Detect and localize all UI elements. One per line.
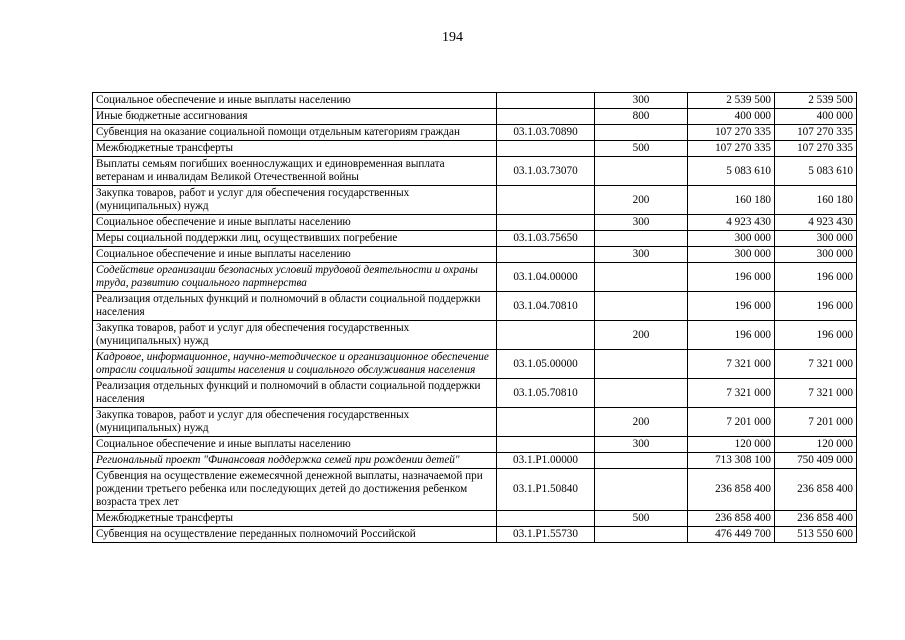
row-code-cell [497, 247, 595, 263]
row-name-cell: Выплаты семьям погибших военнослужащих и единовременная выплата ветеранам и инвалидам Великой Отечественной войны [93, 157, 497, 186]
row-amount-1-cell: 236 858 400 [688, 511, 775, 527]
row-code-cell: 03.1.04.70810 [497, 292, 595, 321]
budget-table-body [93, 93, 857, 543]
row-amount-1-cell: 196 000 [688, 292, 775, 321]
row-amount-1-cell: 107 270 335 [688, 141, 775, 157]
row-amount-1-cell: 713 308 100 [688, 453, 775, 469]
row-amount-1-cell: 120 000 [688, 437, 775, 453]
row-code-cell: 03.1.P1.50840 [497, 469, 595, 511]
table-row [93, 511, 857, 527]
row-amount-1-cell: 4 923 430 [688, 215, 775, 231]
table-row [93, 186, 857, 215]
row-amount-1-cell: 236 858 400 [688, 469, 775, 511]
table-row [93, 379, 857, 408]
row-code-cell: 03.1.04.00000 [497, 263, 595, 292]
row-name-cell: Социальное обеспечение и иные выплаты населению [93, 437, 497, 453]
table-row [93, 125, 857, 141]
row-code-cell [497, 408, 595, 437]
table-row [93, 231, 857, 247]
table-row [93, 215, 857, 231]
row-amount-2-cell: 120 000 [775, 437, 857, 453]
row-expense-type-cell: 500 [595, 141, 688, 157]
row-amount-1-cell: 107 270 335 [688, 125, 775, 141]
row-name-cell: Социальное обеспечение и иные выплаты населению [93, 93, 497, 109]
row-amount-1-cell: 196 000 [688, 263, 775, 292]
row-expense-type-cell [595, 379, 688, 408]
row-amount-2-cell: 196 000 [775, 321, 857, 350]
row-amount-1-cell: 5 083 610 [688, 157, 775, 186]
row-expense-type-cell: 500 [595, 511, 688, 527]
row-amount-2-cell: 7 321 000 [775, 350, 857, 379]
row-amount-2-cell: 160 180 [775, 186, 857, 215]
row-amount-1-cell: 196 000 [688, 321, 775, 350]
row-amount-1-cell: 7 201 000 [688, 408, 775, 437]
row-code-cell [497, 141, 595, 157]
row-expense-type-cell [595, 453, 688, 469]
row-name-cell: Закупка товаров, работ и услуг для обеспечения государственных (муниципальных) нужд [93, 408, 497, 437]
row-amount-2-cell: 4 923 430 [775, 215, 857, 231]
row-amount-2-cell: 5 083 610 [775, 157, 857, 186]
table-row [93, 350, 857, 379]
row-name-cell: Межбюджетные трансферты [93, 511, 497, 527]
row-name-cell: Содействие организации безопасных условий трудовой деятельности и охраны труда, развитию социального партнерства [93, 263, 497, 292]
row-code-cell: 03.1.05.00000 [497, 350, 595, 379]
row-amount-2-cell: 7 201 000 [775, 408, 857, 437]
row-amount-1-cell: 7 321 000 [688, 379, 775, 408]
row-name-cell: Региональный проект "Финансовая поддержка семей при рождении детей" [93, 453, 497, 469]
row-expense-type-cell: 800 [595, 109, 688, 125]
page-number: 194 [442, 30, 463, 45]
row-name-cell: Социальное обеспечение и иные выплаты населению [93, 215, 497, 231]
row-name-cell: Субвенция на осуществление переданных полномочий Российской [93, 527, 497, 543]
row-name-cell: Закупка товаров, работ и услуг для обеспечения государственных (муниципальных) нужд [93, 321, 497, 350]
row-amount-1-cell: 7 321 000 [688, 350, 775, 379]
row-name-cell: Реализация отдельных функций и полномочий в области социальной поддержки населения [93, 379, 497, 408]
table-row [93, 408, 857, 437]
row-code-cell: 03.1.03.73070 [497, 157, 595, 186]
row-expense-type-cell: 300 [595, 215, 688, 231]
row-name-cell: Реализация отдельных функций и полномочий в области социальной поддержки населения [93, 292, 497, 321]
row-amount-1-cell: 400 000 [688, 109, 775, 125]
row-expense-type-cell: 300 [595, 93, 688, 109]
row-name-cell: Социальное обеспечение и иные выплаты населению [93, 247, 497, 263]
row-amount-1-cell: 476 449 700 [688, 527, 775, 543]
table-row [93, 453, 857, 469]
row-expense-type-cell [595, 527, 688, 543]
row-code-cell: 03.1.05.70810 [497, 379, 595, 408]
row-amount-2-cell: 236 858 400 [775, 469, 857, 511]
row-amount-1-cell: 2 539 500 [688, 93, 775, 109]
row-code-cell: 03.1.03.70890 [497, 125, 595, 141]
table-row [93, 292, 857, 321]
row-amount-2-cell: 300 000 [775, 231, 857, 247]
row-amount-2-cell: 196 000 [775, 292, 857, 321]
row-amount-2-cell: 300 000 [775, 247, 857, 263]
row-expense-type-cell [595, 125, 688, 141]
row-expense-type-cell [595, 292, 688, 321]
row-amount-2-cell: 7 321 000 [775, 379, 857, 408]
row-code-cell: 03.1.03.75650 [497, 231, 595, 247]
table-row [93, 141, 857, 157]
row-name-cell: Иные бюджетные ассигнования [93, 109, 497, 125]
table-row [93, 109, 857, 125]
table-row [93, 469, 857, 511]
budget-table [92, 92, 857, 543]
table-row [93, 321, 857, 350]
row-code-cell [497, 511, 595, 527]
row-name-cell: Меры социальной поддержки лиц, осуществивших погребение [93, 231, 497, 247]
row-amount-1-cell: 300 000 [688, 247, 775, 263]
row-name-cell: Кадровое, информационное, научно-методическое и организационное обеспечение отрасли социальной защиты населения и социального обслуживания населения [93, 350, 497, 379]
row-code-cell [497, 215, 595, 231]
row-expense-type-cell [595, 350, 688, 379]
table-row [93, 93, 857, 109]
table-row [93, 263, 857, 292]
row-amount-2-cell: 107 270 335 [775, 141, 857, 157]
row-amount-2-cell: 400 000 [775, 109, 857, 125]
row-amount-2-cell: 107 270 335 [775, 125, 857, 141]
row-expense-type-cell: 200 [595, 408, 688, 437]
row-amount-2-cell: 750 409 000 [775, 453, 857, 469]
row-name-cell: Межбюджетные трансферты [93, 141, 497, 157]
row-expense-type-cell: 300 [595, 437, 688, 453]
row-expense-type-cell: 300 [595, 247, 688, 263]
row-expense-type-cell [595, 469, 688, 511]
row-amount-1-cell: 160 180 [688, 186, 775, 215]
row-expense-type-cell [595, 157, 688, 186]
row-name-cell: Субвенция на оказание социальной помощи отдельным категориям граждан [93, 125, 497, 141]
row-code-cell: 03.1.P1.00000 [497, 453, 595, 469]
row-amount-2-cell: 236 858 400 [775, 511, 857, 527]
row-amount-2-cell: 513 550 600 [775, 527, 857, 543]
row-expense-type-cell [595, 263, 688, 292]
row-expense-type-cell: 200 [595, 186, 688, 215]
row-expense-type-cell [595, 231, 688, 247]
row-code-cell [497, 186, 595, 215]
table-row [93, 437, 857, 453]
row-amount-1-cell: 300 000 [688, 231, 775, 247]
row-code-cell [497, 321, 595, 350]
row-code-cell [497, 93, 595, 109]
row-name-cell: Субвенция на осуществление ежемесячной денежной выплаты, назначаемой при рождении третьего ребенка или последующих детей до достижения ребенком возраста трех лет [93, 469, 497, 511]
row-amount-2-cell: 2 539 500 [775, 93, 857, 109]
table-row [93, 157, 857, 186]
row-code-cell: 03.1.P1.55730 [497, 527, 595, 543]
row-amount-2-cell: 196 000 [775, 263, 857, 292]
row-expense-type-cell: 200 [595, 321, 688, 350]
row-code-cell [497, 437, 595, 453]
table-row [93, 247, 857, 263]
row-name-cell: Закупка товаров, работ и услуг для обеспечения государственных (муниципальных) нужд [93, 186, 497, 215]
table-row [93, 527, 857, 543]
row-code-cell [497, 109, 595, 125]
